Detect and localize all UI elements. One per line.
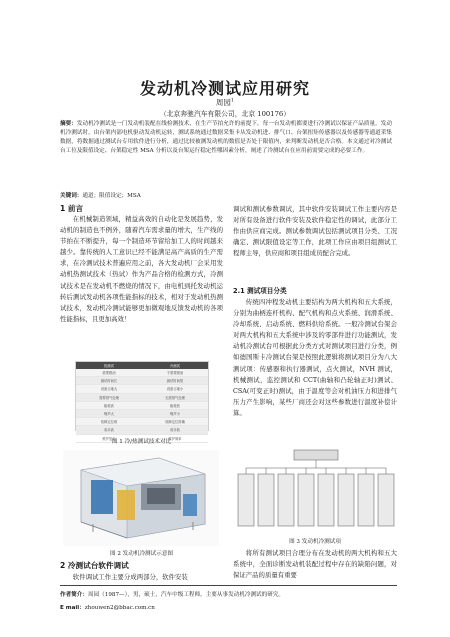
right-column-paragraph-1: 调试和测试参数调试，其中软件安装调试工作主要内容是对所有设备进行软件安装及软件稳定性的调试，此部分工作由供应商完成。测试参数调试包括测试项目分类、工况确定、测试限值设定等工作，此项工作应由项目组测试工程师主导，供应商和项目组成员配合完成。 bbox=[233, 205, 397, 258]
abstract-label: 摘要： bbox=[60, 121, 77, 127]
table-cell: 能耗高 bbox=[76, 401, 142, 409]
table-cell: 无需排气处理 bbox=[142, 393, 208, 401]
section1-heading: 1 前言 bbox=[60, 204, 84, 213]
table-cell: 维护复杂 bbox=[76, 434, 142, 442]
test-items-tree bbox=[236, 446, 396, 534]
author-name: 周园 bbox=[215, 98, 231, 107]
table-header-cold: 冷测试 bbox=[142, 362, 208, 369]
right-column-paragraph-3: 将所有测试项目合理分布在发动机的两大机构和五大系统中，全面诊断发动机装配过程中存在的缺陷问题，对保证产品的质量有重要 bbox=[233, 549, 397, 580]
figure3-diagram bbox=[236, 446, 396, 534]
footer-author-text: 周园（1987—），男，硕士，汽车中级工程师，主要从事发动机冷测试的研究。 bbox=[87, 592, 285, 598]
table-cell: 成本高 bbox=[76, 426, 142, 434]
figure1-comparison-table bbox=[75, 361, 209, 441]
table-row bbox=[76, 369, 208, 377]
figure1-caption: 图 1 冷/热测试技术对比 bbox=[111, 439, 172, 445]
table-cell: 设备占地小 bbox=[142, 385, 208, 393]
section2-paragraph: 软件调试工作主要分成两部分，软件安装 bbox=[72, 573, 188, 581]
section2-heading: 2 冷测试台软件调试 bbox=[60, 561, 129, 570]
table-header-hot: 热测试 bbox=[76, 362, 142, 369]
abstract-text: 发动机冷测试是一门发动机装配在线检测技术，在生产节拍允许的前提下，每一台发动机都要进行冷测试以保证产品质量。发动机冷测试时，由台架内部电机驱动发动机运转，测试系统通过数据采集卡从发动机进、排气口、台架扭矩传感器以及传感器等通道采集数据，将数据通过测试台专用软件进行分析，通过比较被测发动机的数值是否处于限值内，来判断发动机是否合格。本文通过对冷测试台工位及限值设定、台架稳定性 MSA 分析以及台架运行稳定性哪因素分析，阐述了冷测试台在应用前需要完成的必要工作。 bbox=[60, 121, 392, 154]
keywords bbox=[60, 191, 392, 199]
section1-paragraph: 在机械制造领域，精益高效的自动化是发展趋势，发动机的制造也不例外，随着汽车需求量的增大，生产线的节拍在不断提升，每一个制造环节留给加工人的时间越来越少。靠传统的人工意识已经不能满足高产高质的生产需求，在冷测试技术普遍应用之前，各大发动机厂会采用发动机热测试技术（热试）作为产品合格的检测方式，冷测试技术是在发动机不燃烧的情况下，由电机到托发动机运转后测试发动机各项性能指标的技术，相对于发动机热测试技术，发动机冷测试能够更加微观地反馈发动机的各项性能指标，且更加高效！ bbox=[60, 215, 223, 323]
keywords-label: 关键词： bbox=[60, 193, 83, 199]
footer-email bbox=[60, 603, 400, 611]
table-cell: 需要排气处理 bbox=[76, 393, 142, 401]
table-row bbox=[76, 409, 208, 417]
table-row bbox=[76, 393, 208, 401]
keywords-text: 通道；限值设定；MSA bbox=[82, 193, 141, 199]
footer-author-label: 作者简介： bbox=[60, 592, 88, 598]
footer-email-text: zhouwen2@bbac.com.cn bbox=[84, 605, 155, 611]
comparison-table bbox=[76, 362, 208, 443]
table-cell: 故障定位难 bbox=[76, 418, 142, 426]
right-column-paragraph-2: 传统四冲程发动机主要结构为两大机构和五大系统，分别为曲柄连杆机构、配气机构和点火系统、润滑系统、冷却系统、启动系统、燃料供给系统。一般冷测试台架会对两大机构和五大系统中涉及的零部件进行功能测试，发动机冷测试台可根据此分类方式对测试项目进行分类，例如德国斯卡冷测试台架是按照此逻辑将测试项目分为八大测试项：传感器和执行器测试，点火测试，NVH 测试，机械测试，监控测试和 CCT(曲轴和凸轮轴正时)测试、CSA(可变正时)测试，由于温度等会对机油压力和进排气压力产生影响，某些厂商还会对这些参数进行温度补偿计算。 bbox=[233, 298, 397, 417]
footer-email-label: E mail： bbox=[60, 605, 85, 611]
cold-test-bench-drawing bbox=[63, 450, 219, 546]
table-cell: 噪声小 bbox=[142, 409, 208, 417]
paper-title: 发动机冷测试应用研究 bbox=[139, 79, 310, 98]
table-row bbox=[76, 401, 208, 409]
author-line bbox=[0, 97, 450, 108]
table-cell: 故障定位准确 bbox=[142, 418, 208, 426]
figure2-illustration bbox=[63, 450, 219, 546]
table-cell: 需要燃油 bbox=[76, 369, 142, 377]
table-row bbox=[76, 418, 208, 426]
affiliation: （北京奔驰汽车有限公司，北京 100176） bbox=[159, 110, 291, 118]
figure2-caption: 图 2 发动机冷测试示意图 bbox=[109, 551, 174, 557]
author-superscript: 1 bbox=[230, 97, 235, 104]
figure3-caption: 图 3 发动机冷测试项 bbox=[289, 539, 341, 545]
table-row bbox=[76, 377, 208, 385]
table-row bbox=[76, 426, 208, 434]
table-cell: 测试时间短 bbox=[142, 377, 208, 385]
table-cell: 测试时间长 bbox=[76, 377, 142, 385]
footer-divider bbox=[60, 585, 397, 586]
table-cell: 噪声大 bbox=[76, 409, 142, 417]
table-cell: 维护简单 bbox=[142, 434, 208, 442]
section2-1-heading: 2.1 测试项目分类 bbox=[233, 287, 287, 295]
table-cell: 成本低 bbox=[142, 426, 208, 434]
abstract bbox=[60, 120, 392, 156]
table-cell: 不需要燃油 bbox=[142, 369, 208, 377]
table-cell: 设备占地大 bbox=[76, 385, 142, 393]
table-cell: 能耗低 bbox=[142, 401, 208, 409]
table-row bbox=[76, 385, 208, 393]
footer-author bbox=[60, 590, 400, 598]
